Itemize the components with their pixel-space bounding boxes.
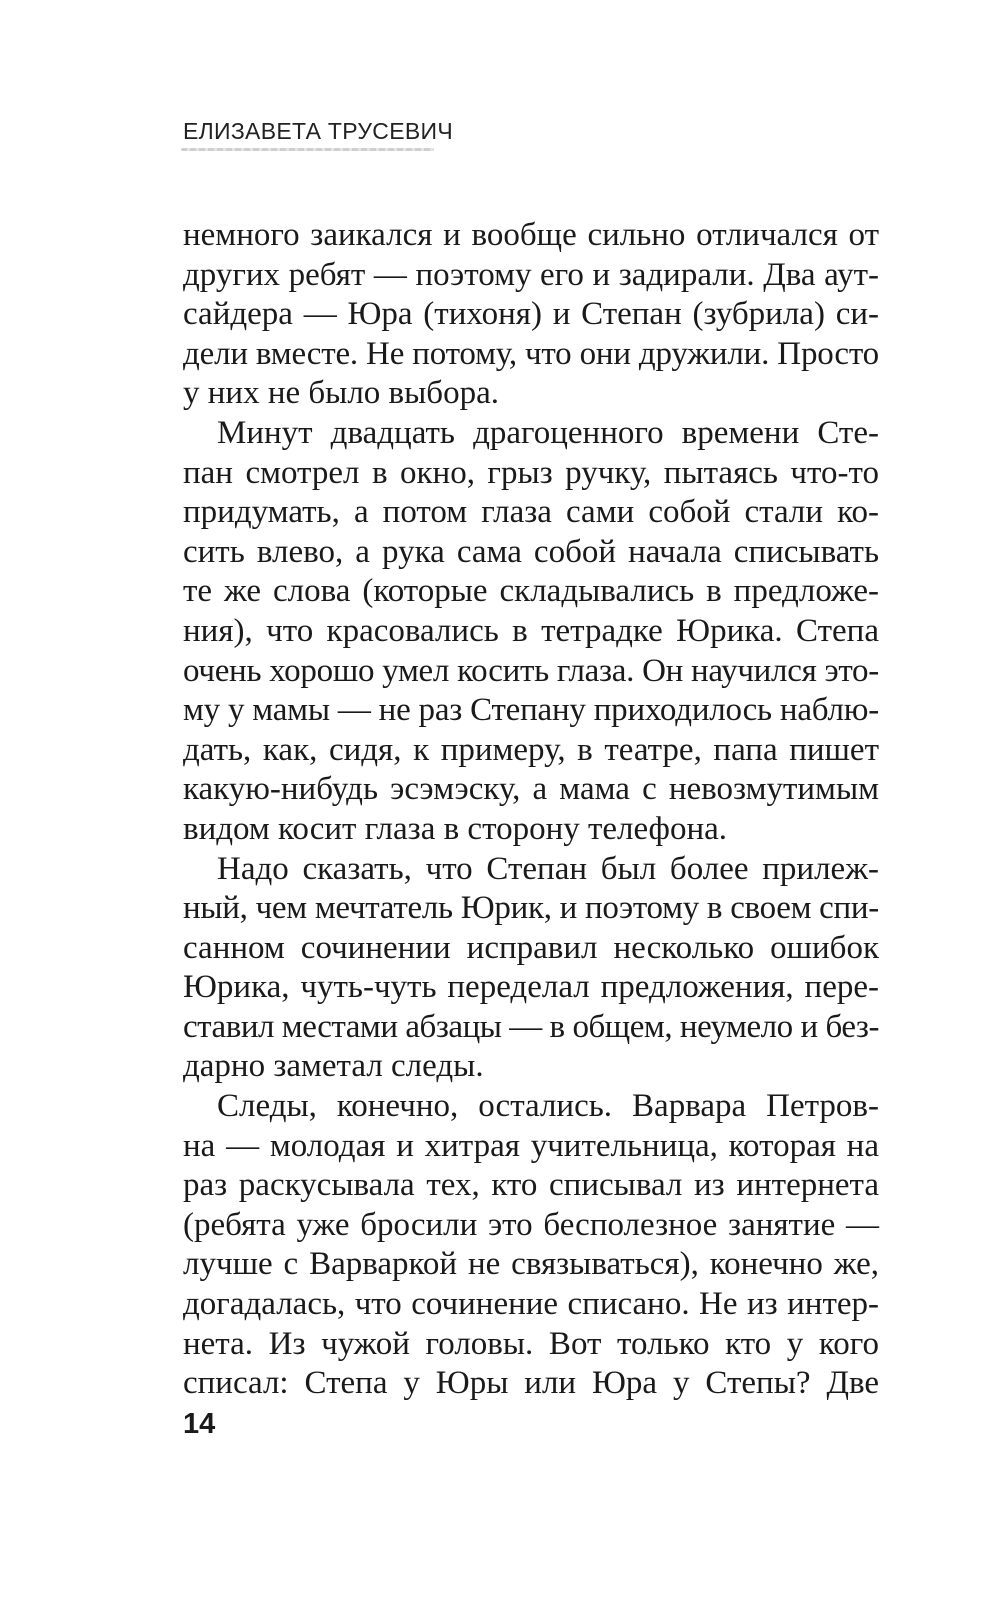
text-line: дать, как, сидя, к примеру, в театре, папа пишет [183,731,879,768]
paragraph-4 [183,1087,879,1404]
header-rule [181,148,434,151]
paragraph-1 [183,216,879,414]
text-line: (ребята уже бросили это бесполезное занятие — [183,1206,879,1243]
text-line: немного заикался и вообще сильно отличался от [183,217,879,253]
text-line: сить влево, а рука сама собой начала списывать [183,533,879,570]
text-line: списал: Степа у Юры или Юра у Степы? Две [183,1365,879,1402]
text-line: санном сочинении исправил несколько ошибок [183,929,879,966]
paragraph-3 [183,850,879,1088]
text-line: придумать, а потом глаза сами собой стали ко- [183,494,879,531]
text-line: Надо сказать, что Степан был более прилеж- [217,850,879,887]
text-line: какую-нибудь эсэмэску, а мама с невозмутимым [183,771,879,808]
text-line: других ребят — поэтому его и задирали. Два аут- [183,256,879,293]
page-number: 14 [183,1408,216,1440]
text-line: ставил местами абзацы — в общем, неумело и без- [183,1008,879,1045]
text-line: очень хорошо умел косить глаза. Он научился это- [183,652,879,689]
text-line: догадалась, что сочинение списано. Не из интер- [183,1286,879,1323]
text-line: те же слова (которые складывались в предложе- [183,573,879,610]
body-text [183,216,879,1404]
text-line: нета. Из чужой головы. Вот только кто у кого [183,1325,879,1362]
text-line: Следы, конечно, остались. Варвара Петров- [217,1088,879,1125]
text-line: у них не было выбора. [183,375,499,412]
text-line: на — молодая и хитрая учительница, которая на [183,1127,879,1164]
text-line: дарно заметал следы. [183,1048,484,1085]
text-line: видом косит глаза в сторону телефона. [183,810,728,847]
text-line: дели вместе. Не потому, что они дружили. Просто [183,335,879,372]
text-line: пан смотрел в окно, грыз ручку, пытаясь что-то [183,454,879,491]
text-line: ный, чем мечтатель Юрик, и поэтому в своем спи- [183,890,879,927]
text-line: раз раскусывала тех, кто списывал из интернета [183,1167,879,1204]
paragraph-2 [183,414,879,850]
text-line: лучше с Варваркой не связываться), конечно же, [183,1246,879,1283]
text-line: Юрика, чуть-чуть переделал предложения, пере- [183,969,879,1006]
text-line: Минут двадцать драгоценного времени Сте- [217,414,879,451]
text-line: му у мамы — не раз Степану приходилось наблю- [183,692,879,729]
running-header: ЕЛИЗАВЕТА ТРУСЕВИЧ [183,118,453,144]
text-line: ния), что красовались в тетрадке Юрика. Степа [183,612,879,649]
text-line: сайдера — Юра (тихоня) и Степан (зубрила) си- [183,296,879,333]
